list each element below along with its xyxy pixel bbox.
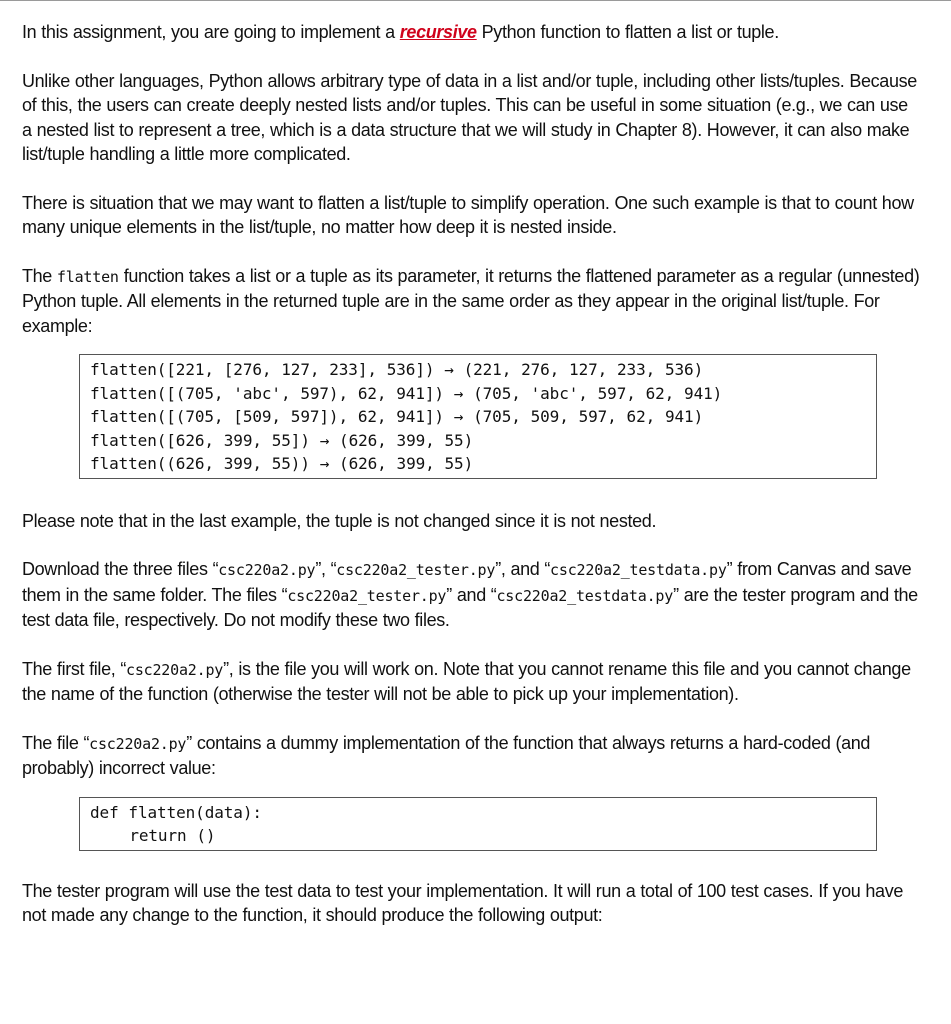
tester-output-paragraph: The tester program will use the test data to test your implementation. It will run a total of 100 test cases. If you have not made any change to the function, it should produce the following output: bbox=[22, 880, 904, 925]
nested-lists-paragraph: Unlike other languages, Python allows arbitrary type of data in a list and/or tuple, including other lists/tuples. Because of this, the users can create deeply nested lists and/or tuples. This can be useful in some situation (e.g., we can use a nested list to represent a tree, which is a data structure that we will study in Chapter 8). However, it can also make list/tuple handling a little more complicated. bbox=[22, 70, 917, 164]
filename-tester: csc220a2_tester.py bbox=[336, 561, 496, 579]
dummy-code-box bbox=[79, 797, 877, 851]
filename-main: csc220a2.py bbox=[218, 561, 316, 579]
intro-paragraph: In this assignment, you are going to implement a recursive Python function to flatten a list or tuple. bbox=[22, 22, 779, 42]
flatten-motivation-paragraph: There is situation that we may want to flatten a list/tuple to simplify operation. One such example is that to count how many unique elements in the list/tuple, no matter how deep it is nested inside. bbox=[22, 192, 914, 237]
code-line: return () bbox=[90, 826, 216, 845]
flatten-description-paragraph: The flatten function takes a list or a tuple as its parameter, it returns the flattened parameter as a regular (unnested) Python tuple. All elements in the returned tuple are in the same order as they appear in the original list/tuple. For example: bbox=[22, 265, 920, 336]
dummy-implementation-paragraph: The file “csc220a2.py” contains a dummy implementation of the function that always returns a hard-coded (and probably) incorrect value: bbox=[22, 732, 871, 778]
download-files-paragraph: Download the three files “csc220a2.py”, “csc220a2_tester.py”, and “csc220a2_testdata.py” from Canvas and save them in the same folder. The files “csc220a2_tester.py” and “csc220a2_testdata.py” are the tester program and the test data file, respectively. Do not modify these two files. bbox=[22, 559, 918, 630]
work-file-paragraph: The first file, “csc220a2.py”, is the file you will work on. Note that you cannot rename this file and you cannot change the name of the function (otherwise the tester will not be able to pick up your implementation). bbox=[22, 658, 911, 704]
filename-tester: csc220a2_tester.py bbox=[287, 586, 447, 605]
top-border bbox=[0, 0, 951, 1]
filename-main: csc220a2.py bbox=[125, 660, 224, 679]
recursive-emphasis: recursive bbox=[399, 22, 477, 42]
filename-testdata: csc220a2_testdata.py bbox=[496, 586, 674, 605]
code-line: def flatten(data): bbox=[90, 802, 262, 822]
flatten-inline-code: flatten bbox=[56, 267, 119, 286]
filename-main: csc220a2.py bbox=[89, 734, 187, 753]
examples-code-box bbox=[79, 354, 877, 479]
tuple-note-paragraph: Please note that in the last example, the tuple is not changed since it is not nested. bbox=[22, 510, 657, 531]
example-line: flatten([626, 399, 55]) → (626, 399, 55) bbox=[90, 430, 474, 450]
assignment-document bbox=[22, 20, 922, 952]
example-line: flatten([221, [276, 127, 233], 536]) → (221, 276, 127, 233, 536) bbox=[90, 360, 704, 379]
example-line: flatten([(705, 'abc', 597), 62, 941]) → (705, 'abc', 597, 62, 941) bbox=[90, 383, 723, 403]
example-line: flatten([(705, [509, 597]), 62, 941]) → (705, 509, 597, 62, 941) bbox=[90, 407, 704, 426]
filename-testdata: csc220a2_testdata.py bbox=[550, 561, 727, 579]
example-line: flatten((626, 399, 55)) → (626, 399, 55) bbox=[90, 454, 474, 473]
